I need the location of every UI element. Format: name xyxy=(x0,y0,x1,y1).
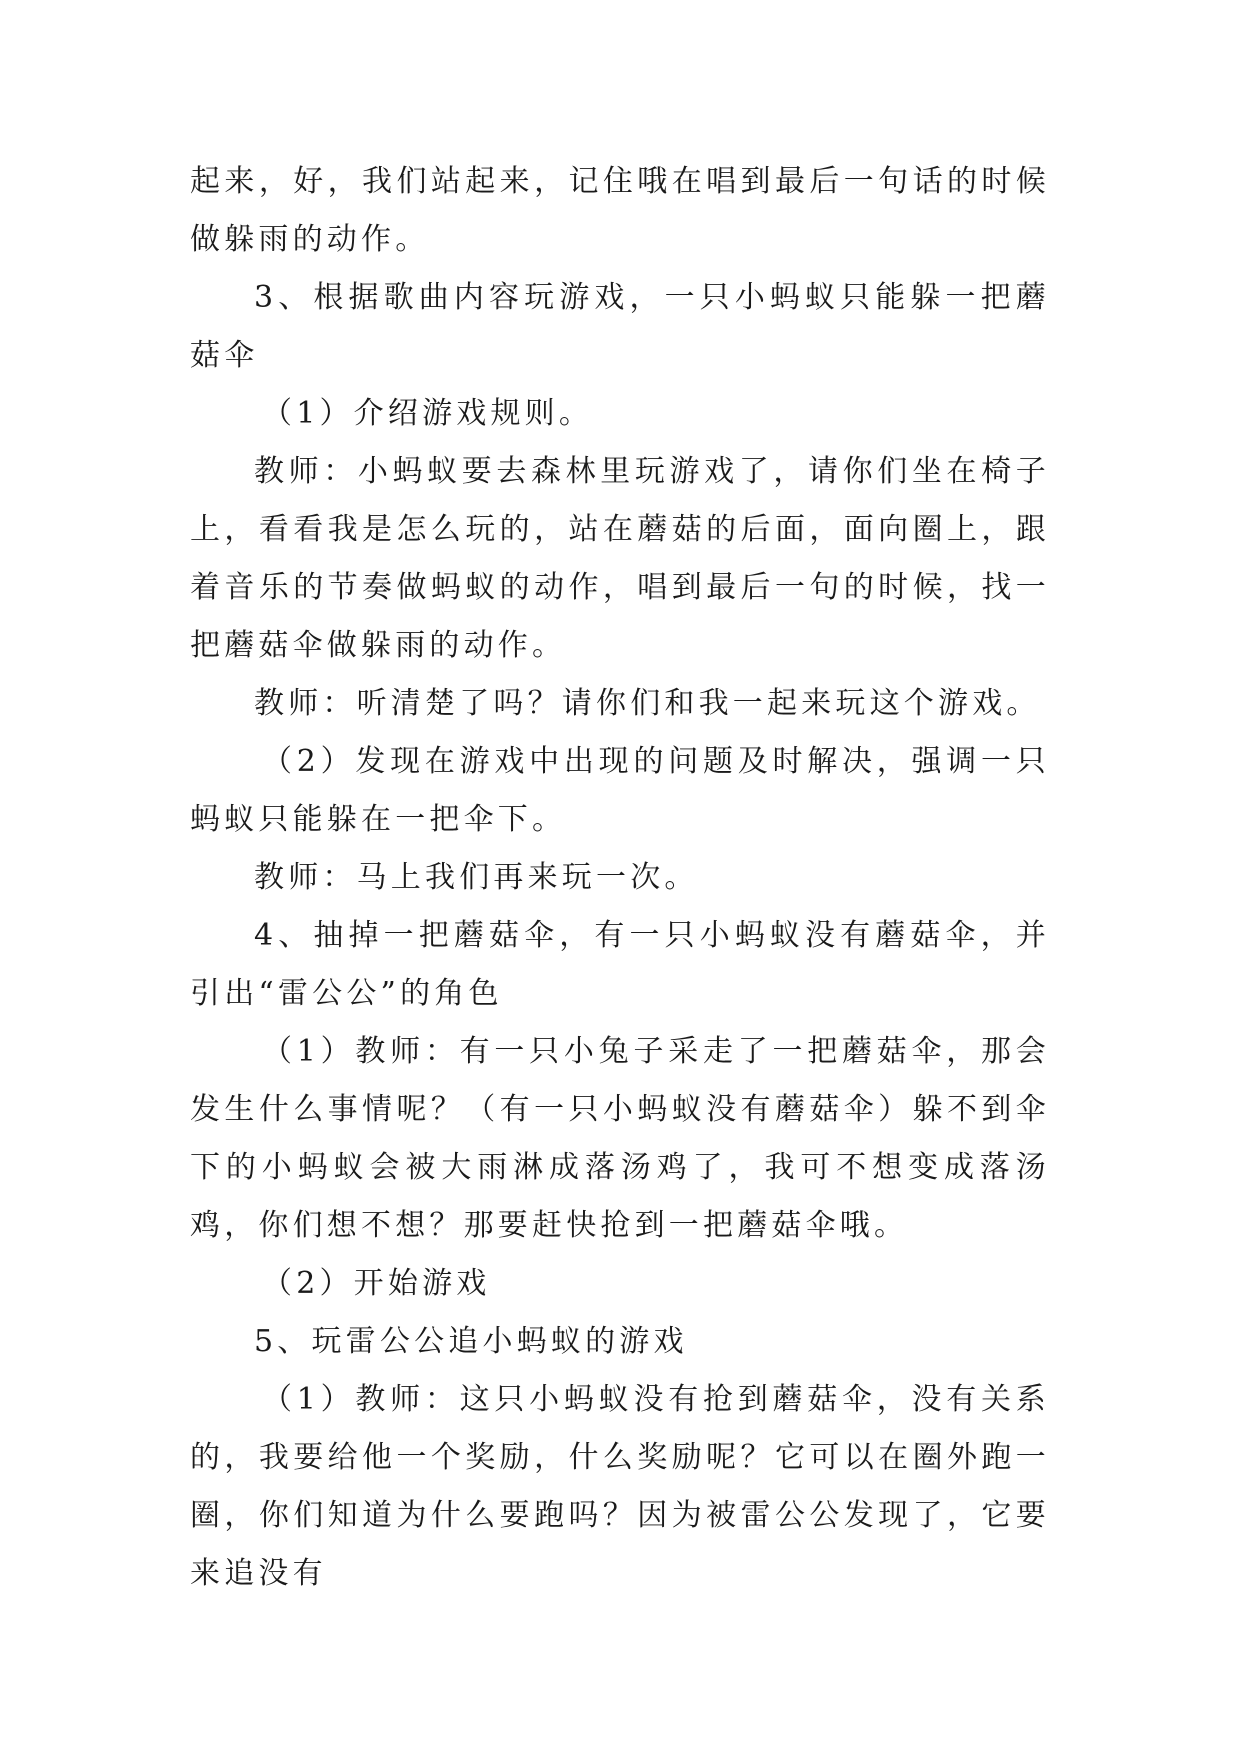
section-heading-4: 4、抽掉一把蘑菇伞，有一只小蚂蚁没有蘑菇伞，并引出“雷公公”的角色 xyxy=(190,918,1050,1011)
section-heading-3: 3、根据歌曲内容玩游戏，一只小蚂蚁只能躲一把蘑菇伞 xyxy=(190,280,1050,373)
paragraph-continuation: 起来，好，我们站起来，记住哦在唱到最后一句话的时候做躲雨的动作。 xyxy=(190,164,1050,257)
section-heading-5: 5、玩雷公公追小蚂蚁的游戏 xyxy=(254,1324,688,1359)
subsection-4-2: （2）开始游戏 xyxy=(262,1266,491,1301)
subsection-5-1: （1）教师：这只小蚂蚁没有抢到蘑菇伞，没有关系的，我要给他一个奖励，什么奖励呢？它可以在圈外跑一圈，你们知道为什么要跑吗？因为被雷公公发现了，它要来追没有 xyxy=(190,1382,1050,1591)
paragraph-teacher-1: 教师：小蚂蚁要去森林里玩游戏了，请你们坐在椅子上，看看我是怎么玩的，站在蘑菇的后面，面向圈上，跟着音乐的节奏做蚂蚁的动作，唱到最后一句的时候，找一把蘑菇伞做躲雨的动作。 xyxy=(190,454,1050,663)
paragraph-teacher-3: 教师：马上我们再来玩一次。 xyxy=(254,860,699,895)
paragraph-teacher-2: 教师：听清楚了吗？请你们和我一起来玩这个游戏。 xyxy=(254,686,1041,721)
subsection-4-1: （1）教师：有一只小兔子采走了一把蘑菇伞，那会发生什么事情呢？（有一只小蚂蚁没有蘑菇伞）躲不到伞下的小蚂蚁会被大雨淋成落汤鸡了，我可不想变成落汤鸡，你们想不想？那要赶快抢到一把蘑菇伞哦。 xyxy=(190,1034,1050,1243)
subsection-2: （2）发现在游戏中出现的问题及时解决，强调一只蚂蚁只能躲在一把伞下。 xyxy=(190,744,1050,837)
document-body xyxy=(190,153,1050,1603)
subsection-1: （1）介绍游戏规则。 xyxy=(262,396,594,431)
